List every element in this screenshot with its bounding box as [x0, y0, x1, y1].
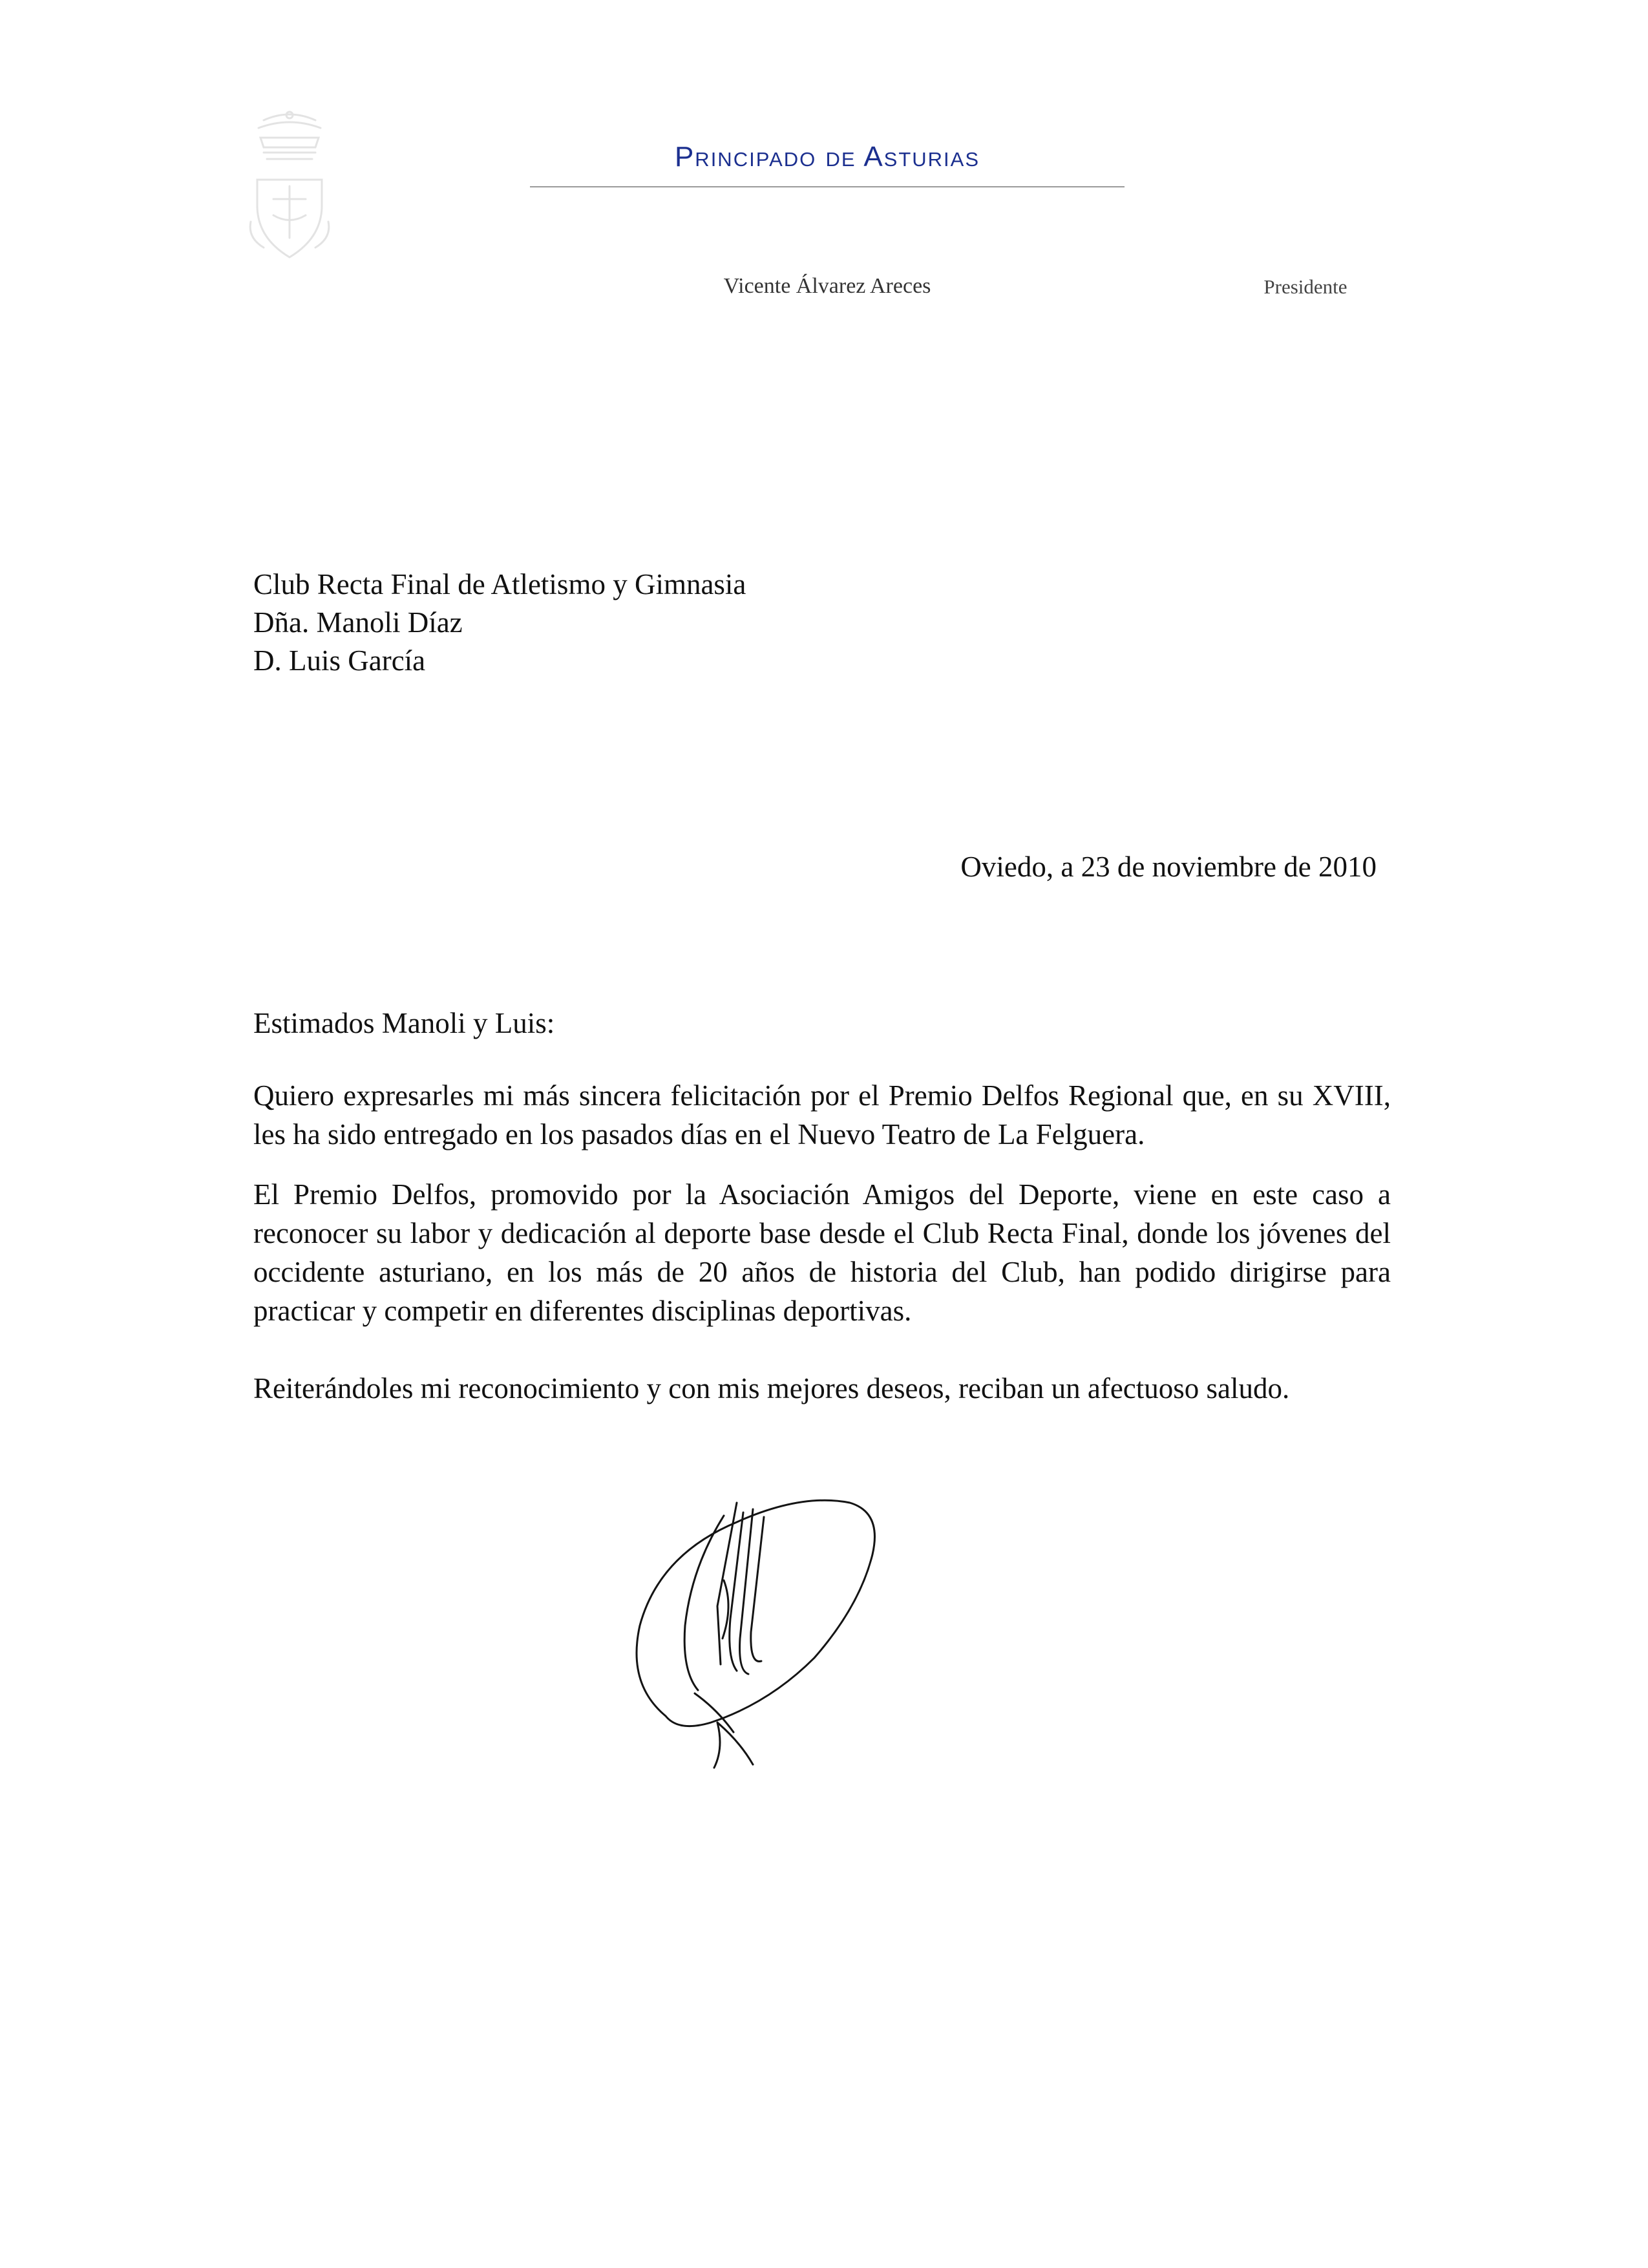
- body-paragraph-2: El Premio Delfos, promovido por la Asociación Amigos del Deporte, viene en este caso a reconocer su labor y dedicación al deporte base desde el Club Recta Final, donde los jóvenes del occidente asturiano, en los más de 20 años de historia del Club, han podido dirigirse para practicar y competir en diferentes disciplinas deportivas.: [253, 1178, 1391, 1327]
- salutation: Estimados Manoli y Luis:: [253, 1007, 555, 1039]
- institution-name: Principado de Asturias: [674, 141, 980, 173]
- recipient-line-manoli: Dña. Manoli Díaz: [253, 606, 463, 639]
- letterhead-divider: [530, 186, 1125, 187]
- sender-name: Vicente Álvarez Areces: [723, 274, 931, 298]
- sender-role: Presidente: [1263, 275, 1347, 298]
- body-paragraph-1: Quiero expresarles mi más sincera felicitación por el Premio Delfos Regional que, en su XVIII, les ha sido entregado en los pasados días en el Nuevo Teatro de La Felguera.: [253, 1079, 1391, 1150]
- recipient-line-club: Club Recta Final de Atletismo y Gimnasia: [253, 568, 746, 600]
- crest-icon: [244, 109, 335, 270]
- recipient-line-luis: D. Luis García: [253, 644, 426, 677]
- signature-icon: [620, 1477, 905, 1774]
- date-line: Oviedo, a 23 de noviembre de 2010: [960, 851, 1377, 883]
- body-paragraph-3: Reiterándoles mi reconocimiento y con mis mejores deseos, reciban un afectuoso saludo.: [253, 1372, 1290, 1404]
